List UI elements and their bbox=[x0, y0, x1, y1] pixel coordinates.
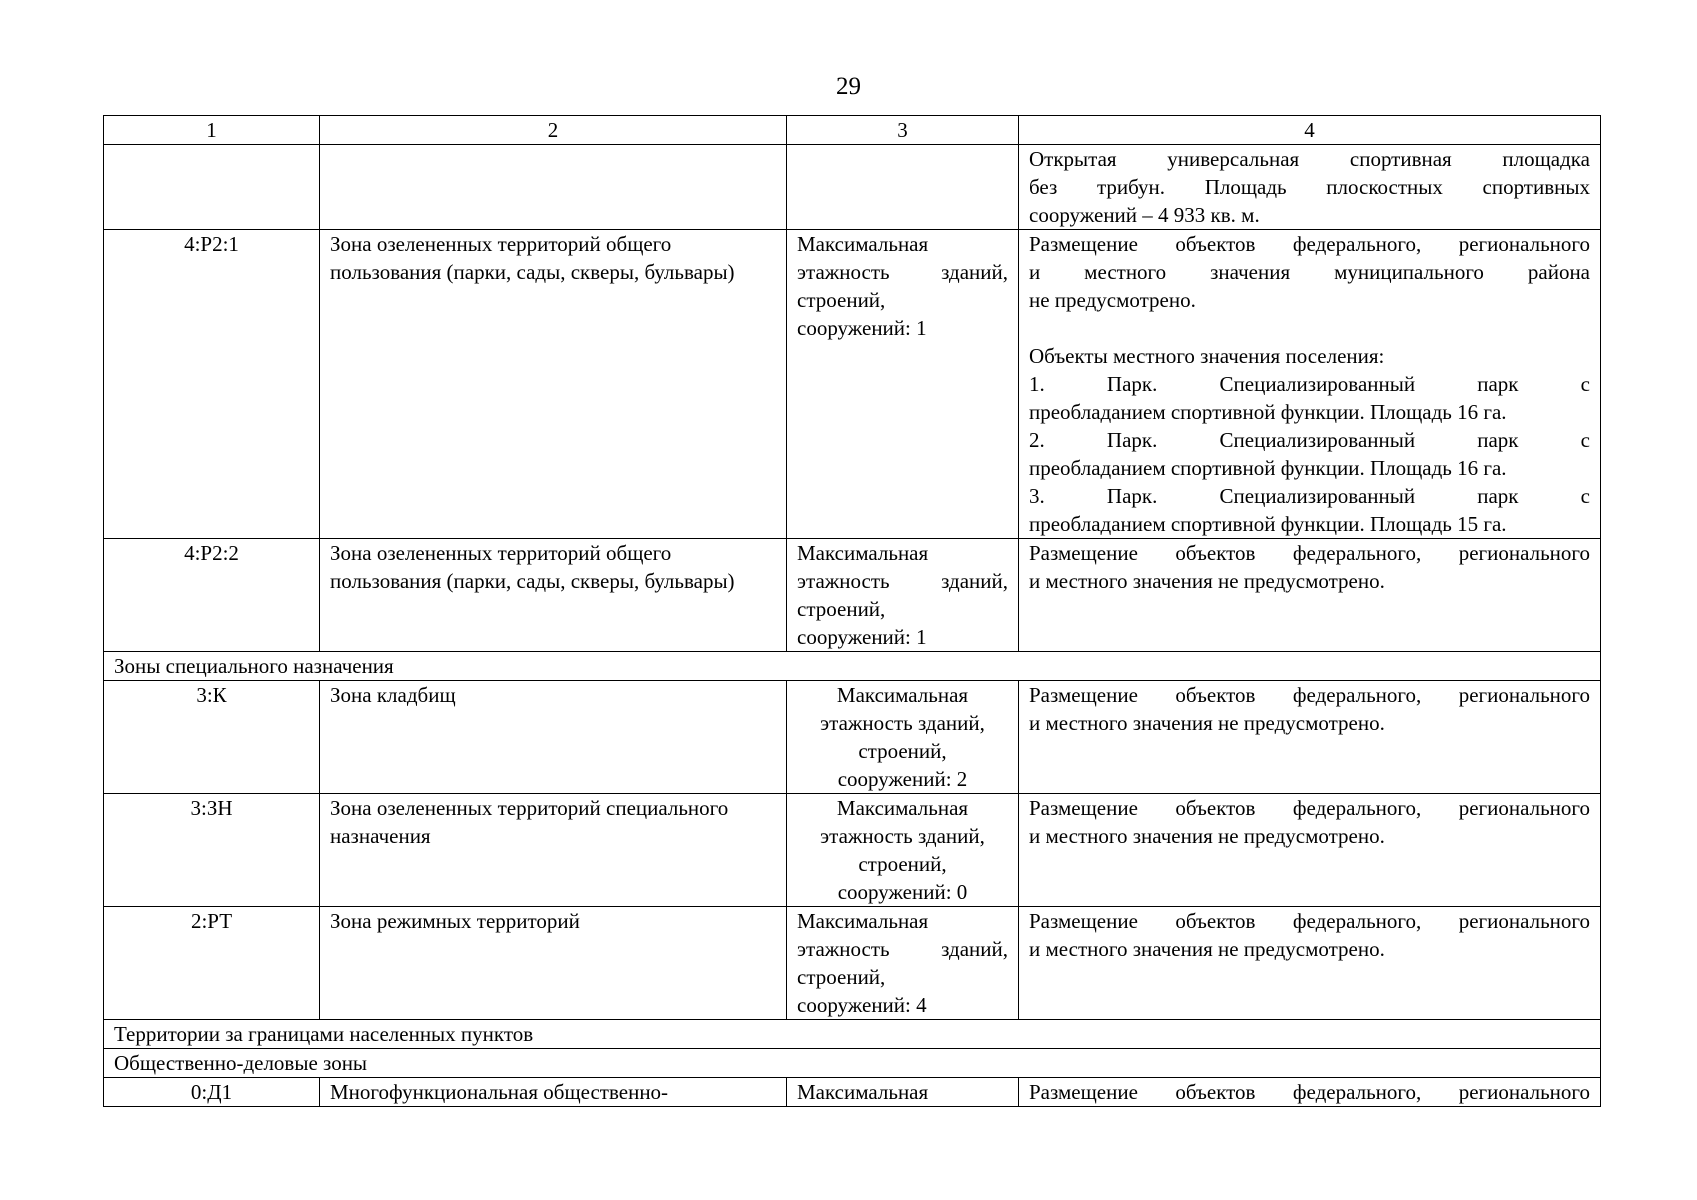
objects-line: Открытая универсальная спортивная площадка bbox=[1029, 147, 1590, 171]
column-number-4: 4 bbox=[1019, 116, 1601, 145]
parameter-line: сооружений: 4 bbox=[797, 993, 927, 1017]
zone-name bbox=[320, 145, 787, 230]
parameter-line: строений, bbox=[797, 288, 886, 312]
zone-parameters bbox=[787, 907, 1019, 1020]
objects-line: не предусмотрено. bbox=[1029, 288, 1196, 312]
objects-line: преобладанием спортивной функции. Площадь 15 га. bbox=[1029, 512, 1507, 536]
section-title: Общественно-деловые зоны bbox=[104, 1049, 1601, 1078]
parameter-line: Максимальная bbox=[836, 796, 969, 820]
zone-code: 0:Д1 bbox=[104, 1078, 320, 1107]
objects-line: и местного значения не предусмотрено. bbox=[1029, 824, 1385, 848]
zone-objects bbox=[1019, 230, 1601, 539]
zone-objects bbox=[1019, 1078, 1601, 1107]
zone-code: 2:РТ bbox=[104, 907, 320, 1020]
zone-objects bbox=[1019, 907, 1601, 1020]
objects-line: 3. Парк. Специализированный парк с bbox=[1029, 484, 1590, 508]
parameter-line: этажность зданий, bbox=[797, 260, 1008, 284]
objects-line: и местного значения муниципального района bbox=[1029, 260, 1590, 284]
parameter-line: сооружений: 1 bbox=[797, 316, 927, 340]
objects-line: 2. Парк. Специализированный парк с bbox=[1029, 428, 1590, 452]
zone-objects bbox=[1019, 145, 1601, 230]
objects-line: Объекты местного значения поселения: bbox=[1029, 344, 1385, 368]
zone-code: 4:Р2:1 bbox=[104, 230, 320, 539]
zone-code: 4:Р2:2 bbox=[104, 539, 320, 652]
parameter-line: Максимальная bbox=[836, 683, 969, 707]
section-row bbox=[104, 1049, 1601, 1078]
objects-line: и местного значения не предусмотрено. bbox=[1029, 569, 1385, 593]
zone-name: Многофункциональная общественно- bbox=[320, 1078, 787, 1107]
objects-line: и местного значения не предусмотрено. bbox=[1029, 711, 1385, 735]
zone-objects bbox=[1019, 539, 1601, 652]
section-title: Территории за границами населенных пунктов bbox=[104, 1020, 1601, 1049]
objects-line: Размещение объектов федерального, регионального bbox=[1029, 1080, 1590, 1104]
zone-parameters bbox=[787, 794, 1019, 907]
parameter-line: сооружений: 0 bbox=[837, 880, 968, 904]
objects-line: и местного значения не предусмотрено. bbox=[1029, 937, 1385, 961]
parameter-line: Максимальная bbox=[797, 541, 929, 565]
table-row bbox=[104, 145, 1601, 230]
parameter-line: строений, bbox=[797, 965, 886, 989]
zone-objects bbox=[1019, 681, 1601, 794]
objects-line bbox=[1029, 314, 1590, 342]
table-row bbox=[104, 681, 1601, 794]
zone-name: Зона озелененных территорий специального назначения bbox=[320, 794, 787, 907]
table-row bbox=[104, 1078, 1601, 1107]
section-title: Зоны специального назначения bbox=[104, 652, 1601, 681]
parameter-line: сооружений: 1 bbox=[797, 625, 927, 649]
parameter-line: Максимальная bbox=[797, 1080, 929, 1104]
objects-line: без трибун. Площадь плоскостных спортивных bbox=[1029, 175, 1590, 199]
zone-parameters bbox=[787, 230, 1019, 539]
parameter-line: строений, bbox=[858, 739, 947, 763]
objects-line: преобладанием спортивной функции. Площадь 16 га. bbox=[1029, 456, 1507, 480]
parameter-line: этажность зданий, bbox=[820, 711, 985, 735]
table-row bbox=[104, 230, 1601, 539]
column-number-row bbox=[104, 116, 1601, 145]
zone-objects bbox=[1019, 794, 1601, 907]
parameter-line: Максимальная bbox=[797, 909, 929, 933]
zone-name: Зона кладбищ bbox=[320, 681, 787, 794]
zone-parameters bbox=[787, 539, 1019, 652]
zone-code: 3:ЗН bbox=[104, 794, 320, 907]
zone-parameters bbox=[787, 1078, 1019, 1107]
zone-name: Зона режимных территорий bbox=[320, 907, 787, 1020]
zone-name: Зона озелененных территорий общего пользования (парки, сады, скверы, бульвары) bbox=[320, 230, 787, 539]
parameter-line: этажность зданий, bbox=[797, 569, 1008, 593]
parameter-line: этажность зданий, bbox=[797, 937, 1008, 961]
zone-parameters bbox=[787, 145, 1019, 230]
objects-line: Размещение объектов федерального, регионального bbox=[1029, 232, 1590, 256]
parameter-line: строений, bbox=[797, 597, 886, 621]
objects-line: Размещение объектов федерального, регионального bbox=[1029, 683, 1590, 707]
column-number-2: 2 bbox=[320, 116, 787, 145]
objects-line: Размещение объектов федерального, регионального bbox=[1029, 796, 1590, 820]
column-number-1: 1 bbox=[104, 116, 320, 145]
table-row bbox=[104, 907, 1601, 1020]
table-row bbox=[104, 794, 1601, 907]
zone-name: Зона озелененных территорий общего пользования (парки, сады, скверы, бульвары) bbox=[320, 539, 787, 652]
zone-parameters bbox=[787, 681, 1019, 794]
objects-line: Размещение объектов федерального, регионального bbox=[1029, 909, 1590, 933]
parameter-line: сооружений: 2 bbox=[837, 767, 968, 791]
column-number-3: 3 bbox=[787, 116, 1019, 145]
parameter-line: Максимальная bbox=[797, 232, 929, 256]
section-row bbox=[104, 1020, 1601, 1049]
parameter-line: строений, bbox=[858, 852, 947, 876]
objects-line: 1. Парк. Специализированный парк с bbox=[1029, 372, 1590, 396]
objects-line: преобладанием спортивной функции. Площадь 16 га. bbox=[1029, 400, 1507, 424]
section-row bbox=[104, 652, 1601, 681]
page-number: 29 bbox=[836, 73, 861, 100]
zone-code bbox=[104, 145, 320, 230]
zone-code: 3:К bbox=[104, 681, 320, 794]
zones-table bbox=[103, 115, 1601, 1107]
parameter-line: этажность зданий, bbox=[820, 824, 985, 848]
table-row bbox=[104, 539, 1601, 652]
objects-line: сооружений – 4 933 кв. м. bbox=[1029, 203, 1260, 227]
objects-line: Размещение объектов федерального, регионального bbox=[1029, 541, 1590, 565]
